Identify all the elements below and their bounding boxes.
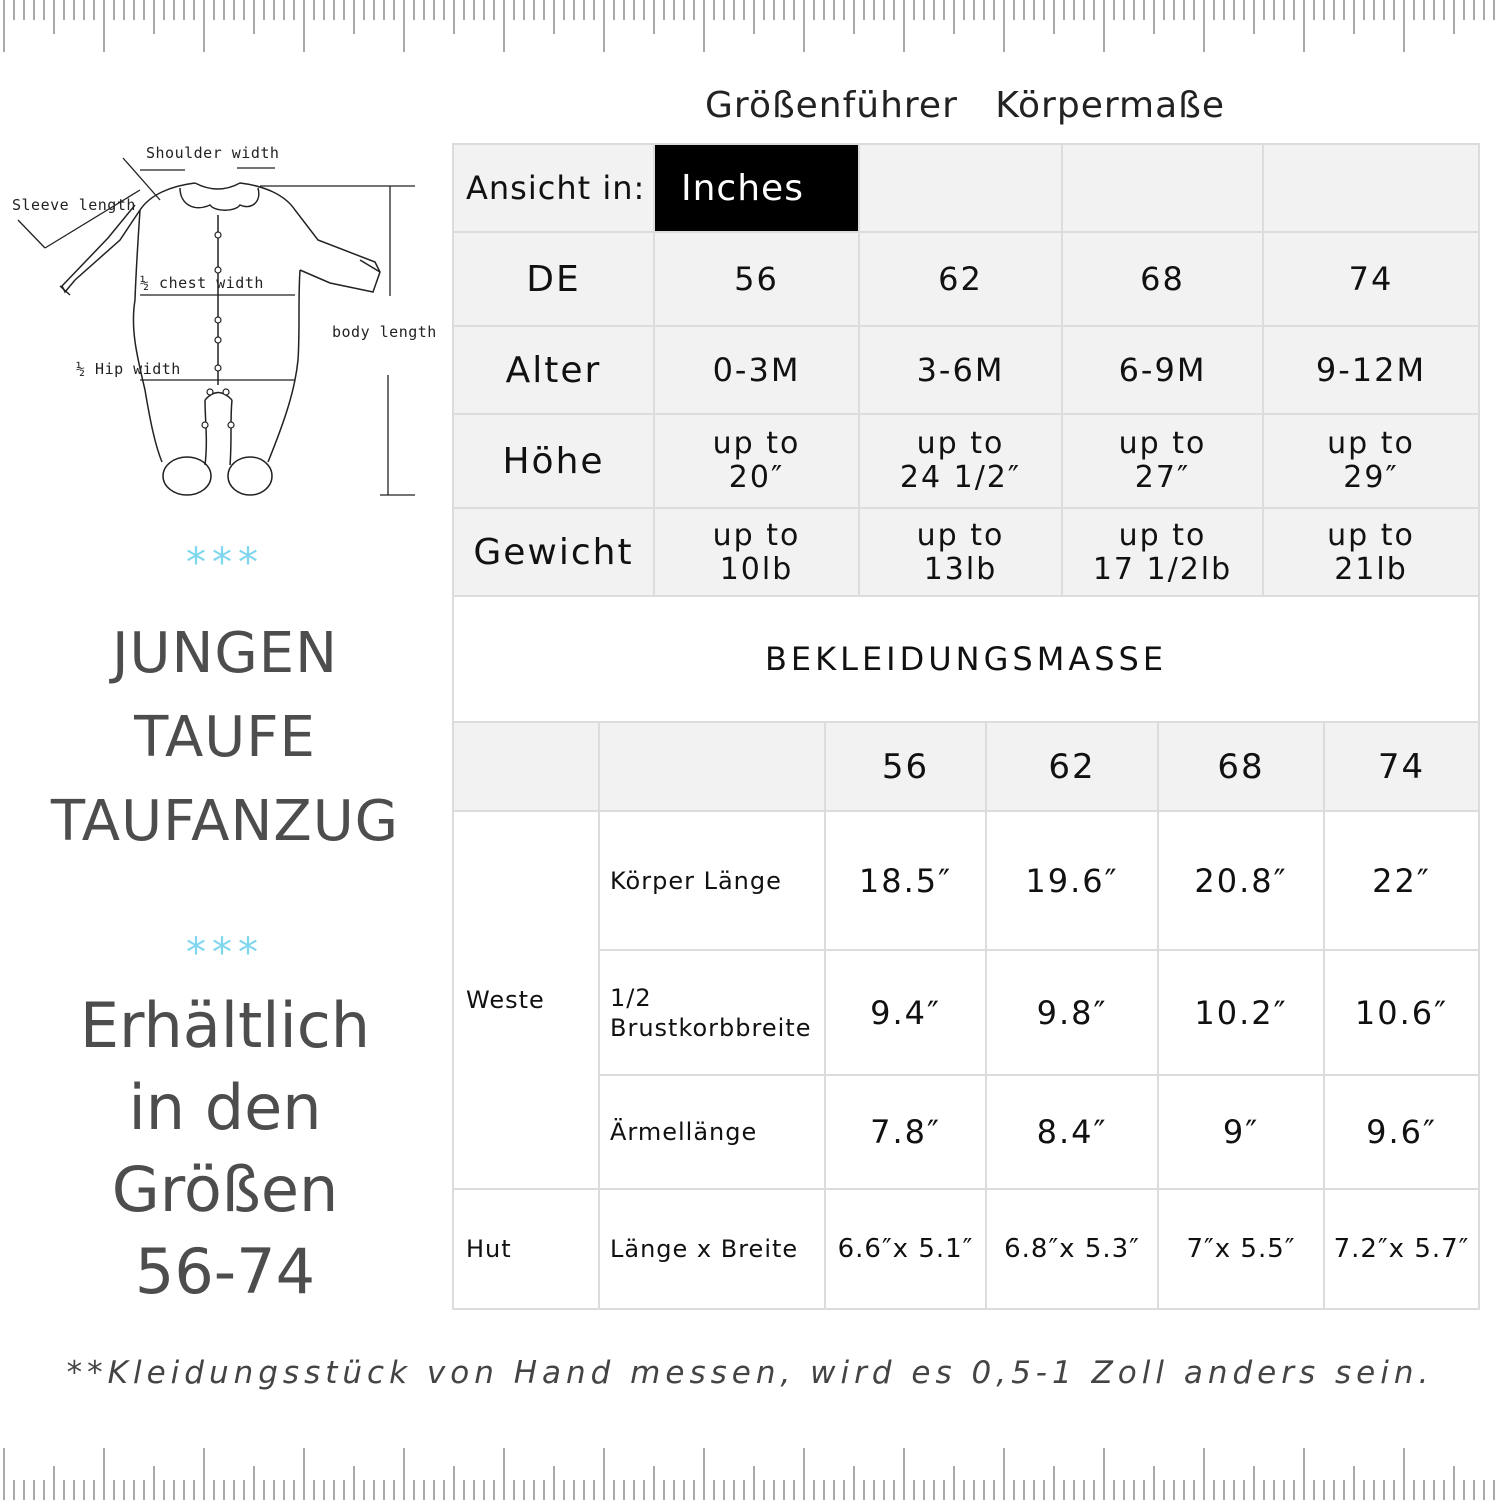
measurement-value: 9.4″ <box>825 950 986 1075</box>
empty-cell <box>1062 144 1263 232</box>
height-cell <box>859 414 1062 508</box>
availability-heading <box>0 985 450 1313</box>
size-header: 56 <box>825 722 986 811</box>
weight-value: 17 1/2lb <box>1092 551 1233 587</box>
heading-line: Erhältlich <box>79 989 371 1062</box>
weight-prefix: up to <box>1118 517 1207 553</box>
chest-width-label: ½ chest width <box>140 274 264 292</box>
size-cell: 68 <box>1062 232 1263 326</box>
measurement-value: 18.5″ <box>825 811 986 950</box>
size-guide-title: Größenführer Körpermaße <box>705 85 1225 126</box>
product-heading <box>0 612 450 864</box>
measurement-value: 9″ <box>1158 1075 1324 1189</box>
weight-row-label: Gewicht <box>453 508 654 597</box>
weight-value: 21lb <box>1334 551 1408 587</box>
section-title: BEKLEIDUNGSMASSE <box>453 596 1479 722</box>
empty-cell <box>453 722 599 811</box>
hip-width-label: ½ Hip width <box>76 360 181 378</box>
age-cell: 0-3M <box>654 326 859 414</box>
measurement-value: 7.8″ <box>825 1075 986 1189</box>
age-cell: 3-6M <box>859 326 1062 414</box>
weight-cell <box>654 508 859 597</box>
height-value: 27″ <box>1134 460 1191 495</box>
age-cell: 9-12M <box>1263 326 1479 414</box>
measurement-value: 19.6″ <box>986 811 1158 950</box>
weight-prefix: up to <box>1327 517 1415 553</box>
measurement-value: 7″x 5.5″ <box>1158 1189 1324 1309</box>
size-cell: 62 <box>859 232 1062 326</box>
body-length-label: body length <box>332 323 437 341</box>
view-in-label: Ansicht in: <box>453 144 654 232</box>
sleeve-length-label: Sleeve length <box>12 196 136 214</box>
height-value: 20″ <box>728 460 785 495</box>
garment-measurements-table <box>452 595 1480 1310</box>
heading-line: JUNGEN <box>111 621 339 686</box>
height-prefix: up to <box>1118 426 1207 461</box>
ruler-top <box>0 0 1500 60</box>
measurement-value: 10.6″ <box>1324 950 1479 1075</box>
empty-cell <box>859 144 1062 232</box>
decorative-stars-bottom: *** <box>186 930 264 976</box>
measurement-value: 6.8″x 5.3″ <box>986 1189 1158 1309</box>
vest-category-label: Weste <box>453 811 599 1189</box>
height-cell <box>1263 414 1479 508</box>
height-value: 24 1/2″ <box>899 460 1022 495</box>
measurement-value: 9.6″ <box>1324 1075 1479 1189</box>
height-value: 29″ <box>1343 460 1399 495</box>
measurement-value: 9.8″ <box>986 950 1158 1075</box>
height-row-label: Höhe <box>453 414 654 508</box>
heading-line: TAUFE <box>134 705 316 770</box>
weight-cell <box>1263 508 1479 597</box>
unit-selector[interactable]: Inches <box>654 144 859 232</box>
measurement-value: 20.8″ <box>1158 811 1324 950</box>
size-cell: 74 <box>1263 232 1479 326</box>
hat-category-label: Hut <box>453 1189 599 1309</box>
measurement-value: 6.6″x 5.1″ <box>825 1189 986 1309</box>
weight-value: 10lb <box>719 551 794 587</box>
measurement-value: 8.4″ <box>986 1075 1158 1189</box>
weight-prefix: up to <box>712 517 801 553</box>
measurement-value: 10.2″ <box>1158 950 1324 1075</box>
body-measurements-table <box>452 143 1480 598</box>
heading-line: 56-74 <box>134 1235 316 1308</box>
measurement-value: 22″ <box>1324 811 1479 950</box>
height-cell <box>1062 414 1263 508</box>
size-header: 62 <box>986 722 1158 811</box>
ruler-bottom <box>0 1440 1500 1500</box>
size-row-label: DE <box>453 232 654 326</box>
measurement-label: Länge x Breite <box>599 1189 825 1309</box>
weight-prefix: up to <box>916 517 1005 553</box>
height-prefix: up to <box>712 426 801 461</box>
heading-line: Größen <box>111 1153 339 1226</box>
measurement-value: 7.2″x 5.7″ <box>1324 1189 1479 1309</box>
measurement-label: Körper Länge <box>599 811 825 950</box>
measurement-label: Ärmellänge <box>599 1075 825 1189</box>
empty-cell <box>1263 144 1479 232</box>
empty-cell <box>599 722 825 811</box>
weight-cell <box>1062 508 1263 597</box>
height-prefix: up to <box>916 426 1005 461</box>
measurement-footnote: **Kleidungsstück von Hand messen, wird es 0,5-1 Zoll anders sein. <box>66 1355 1434 1391</box>
height-cell <box>654 414 859 508</box>
decorative-stars-top: *** <box>186 540 264 586</box>
age-row-label: Alter <box>453 326 654 414</box>
heading-line: in den <box>128 1071 322 1144</box>
weight-cell <box>859 508 1062 597</box>
shoulder-width-label: Shoulder width <box>146 144 280 162</box>
size-header: 68 <box>1158 722 1324 811</box>
weight-value: 13lb <box>923 551 998 587</box>
heading-line: TAUFANZUG <box>50 789 400 854</box>
measurement-label: 1/2 Brustkorbbreite <box>599 950 825 1075</box>
age-cell: 6-9M <box>1062 326 1263 414</box>
romper-measurement-diagram <box>0 135 450 505</box>
size-cell: 56 <box>654 232 859 326</box>
height-prefix: up to <box>1327 426 1415 461</box>
size-header: 74 <box>1324 722 1479 811</box>
